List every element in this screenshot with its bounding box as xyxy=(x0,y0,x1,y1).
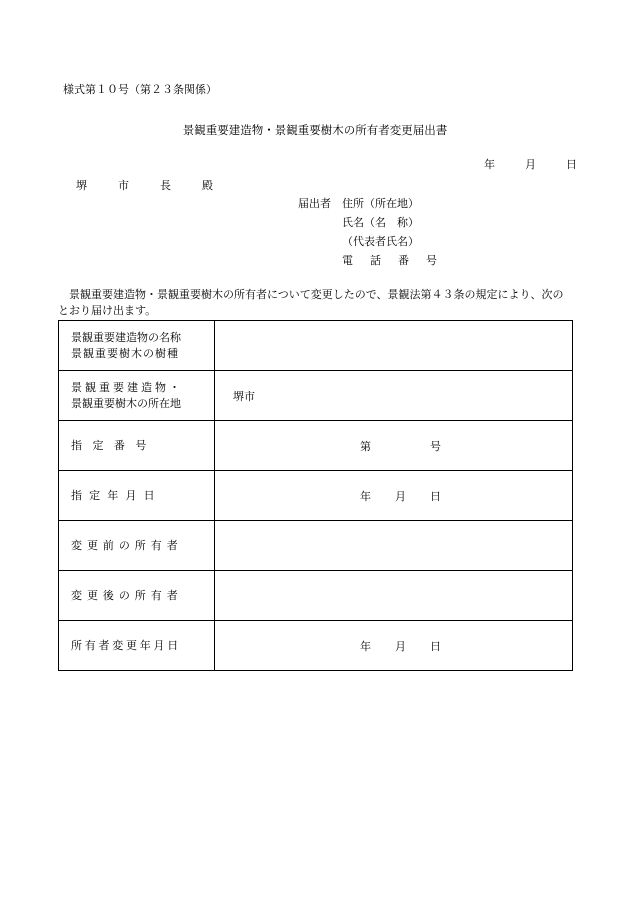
date-day: 日 xyxy=(566,158,577,171)
table-row xyxy=(59,471,573,521)
label-new-owner: 変更後の所有者 xyxy=(71,588,183,602)
table-row xyxy=(59,321,573,371)
table-row xyxy=(59,521,573,571)
label-previous-owner: 変更前の所有者 xyxy=(71,538,183,552)
field-designation-date[interactable] xyxy=(215,471,573,521)
label-tree-species: 景観重要樹木の樹種 xyxy=(71,346,179,360)
row-label-new-owner xyxy=(59,571,215,621)
row-label-owner-change-date xyxy=(59,621,215,671)
table-row xyxy=(59,621,573,671)
label-owner-change-date: 所有者変更年月日 xyxy=(71,638,181,652)
designation-day: 日 xyxy=(430,490,441,503)
addressee: 堺 市 長 殿 xyxy=(76,179,223,192)
designation-month: 月 xyxy=(395,490,406,503)
designation-suffix: 号 xyxy=(430,440,441,453)
field-owner-change-date[interactable] xyxy=(215,621,573,671)
change-year: 年 xyxy=(360,640,371,653)
row-label-location xyxy=(59,371,215,421)
location-value: 堺市 xyxy=(233,389,255,403)
designation-year: 年 xyxy=(360,490,371,503)
field-previous-owner[interactable] xyxy=(215,521,573,571)
field-location[interactable] xyxy=(215,371,573,421)
change-day: 日 xyxy=(430,640,441,653)
row-label-name-species xyxy=(59,321,215,371)
field-name-species[interactable] xyxy=(215,321,573,371)
applicant-name-label: 氏名（名 称） xyxy=(342,216,419,229)
label-designation-date: 指定年月日 xyxy=(71,488,162,502)
date-month: 月 xyxy=(525,158,536,171)
label-building-name: 景観重要建造物の名称 xyxy=(71,330,181,344)
table-row xyxy=(59,571,573,621)
date-year: 年 xyxy=(484,158,495,171)
intro-text: 景観重要建造物・景観重要樹木の所有者について変更したので、景観法第４３条の規定により、次のとおり届け出ます。 xyxy=(58,288,564,317)
field-designation-number[interactable] xyxy=(215,421,573,471)
table-row xyxy=(59,371,573,421)
document-title: 景観重要建造物・景観重要樹木の所有者変更届出書 xyxy=(182,123,448,137)
row-label-designation-number xyxy=(59,421,215,471)
date-line xyxy=(484,156,577,172)
designation-prefix: 第 xyxy=(360,440,371,453)
applicant-phone-label: 電 話 番 号 xyxy=(342,254,440,267)
notification-form-table xyxy=(58,320,573,671)
row-label-previous-owner xyxy=(59,521,215,571)
form-number: 様式第１０号（第２３条関係） xyxy=(63,83,217,96)
label-building: 景観重要建造物・ xyxy=(71,380,183,394)
applicant-representative-label: （代表者氏名） xyxy=(342,235,419,248)
field-new-owner[interactable] xyxy=(215,571,573,621)
table-row xyxy=(59,421,573,471)
label-designation-number: 指定番号 xyxy=(71,438,157,452)
label-tree-location: 景観重要樹木の所在地 xyxy=(71,396,181,410)
applicant-block xyxy=(298,194,440,270)
applicant-address-label: 届出者 住所（所在地） xyxy=(298,197,419,210)
change-month: 月 xyxy=(395,640,406,653)
row-label-designation-date xyxy=(59,471,215,521)
